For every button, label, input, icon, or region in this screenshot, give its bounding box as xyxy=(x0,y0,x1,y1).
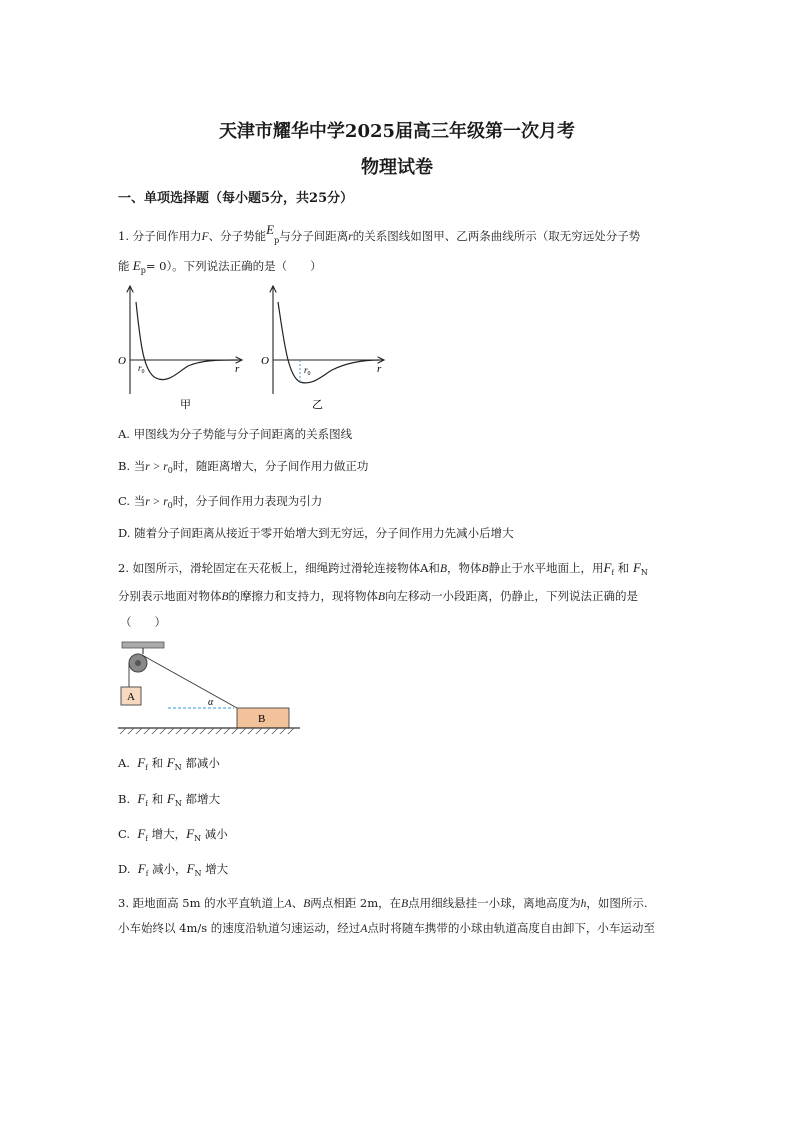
exam-subtitle: 物理试卷 xyxy=(361,157,433,178)
pulley-axle xyxy=(135,660,141,666)
rope-diagonal xyxy=(142,655,237,708)
axis-r-label: r xyxy=(377,363,382,375)
q2-line1: 2. 如图所示，滑轮固定在天花板上，细绳跨过滑轮连接物体A和B，物体B静止于水平地面上，用$F_f$ 和 $F_N$ xyxy=(118,560,648,577)
curve-yi xyxy=(278,302,380,383)
block-b-label: B xyxy=(258,713,266,725)
q2-option-a: A. $F_f$ 和 $F_N$ 都减小 xyxy=(118,755,220,772)
angle-alpha-label: α xyxy=(208,697,214,708)
exam-title: 天津市耀华中学2025届高三年级第一次月考 xyxy=(218,121,576,142)
fig-label-jia: 甲 xyxy=(180,399,191,411)
section-heading: 一、单项选择题（每小题5分，共25分） xyxy=(118,191,354,206)
r0-label: $r_0$ xyxy=(304,365,311,377)
origin-label: O xyxy=(261,355,269,367)
ground-hatching xyxy=(120,728,294,734)
q2-line3: （ ） xyxy=(120,615,166,629)
q1-option-b: B. 当$r > r_0$时，随距离增大，分子间作用力做正功 xyxy=(118,459,369,475)
q1-line1: 1. 分子间作用力F、分子势能$E_p$与分子间距离r的关系图线如图甲、乙两条曲线所示（取无穷远处分子势 xyxy=(118,222,641,245)
q2-option-b: B. $F_f$ 和 $F_N$ 都增大 xyxy=(118,791,220,808)
q1-line2: 能 $E_p= 0$）。下列说法正确的是（ ） xyxy=(118,258,322,275)
axis-r-label: r xyxy=(235,363,240,375)
q3-line1: 3. 距地面高 5m 的水平直轨道上A、B两点相距 2m，在B点用细线悬挂一小球，离地高度为h，如图所示. xyxy=(118,896,648,910)
q3-line2: 小车始终以 4m/s 的速度沿轨道匀速运动，经过A点时将随车携带的小球由轨道高度自由卸下，小车运动至 xyxy=(118,921,655,935)
q1-option-c: C. 当$r > r_0$时，分子间作用力表现为引力 xyxy=(118,494,323,510)
q2-line2: 分别表示地面对物体B的摩擦力和支持力，现将物体B向左移动一小段距离，仍静止，下列说法正确的是 xyxy=(118,589,639,603)
q1-figure xyxy=(116,284,396,414)
q1-option-a: A. 甲图线为分子势能与分子间距离的关系图线 xyxy=(118,427,353,441)
r0-label: $r_0$ xyxy=(138,363,145,375)
graph-jia xyxy=(118,286,242,411)
graph-yi xyxy=(261,286,384,411)
q2-option-c: C. $F_f$ 增大，$F_N$ 减小 xyxy=(118,826,228,843)
block-a-label: A xyxy=(127,691,135,703)
fig-label-yi: 乙 xyxy=(312,399,323,411)
q2-figure xyxy=(116,638,306,738)
origin-label: O xyxy=(118,355,126,367)
curve-jia xyxy=(136,302,238,380)
q2-option-d: D. $F_f$ 减小，$F_N$ 增大 xyxy=(118,861,229,878)
ceiling-plate xyxy=(122,642,164,648)
q1-option-d: D. 随着分子间距离从接近于零开始增大到无穷远，分子间作用力先减小后增大 xyxy=(118,526,514,540)
